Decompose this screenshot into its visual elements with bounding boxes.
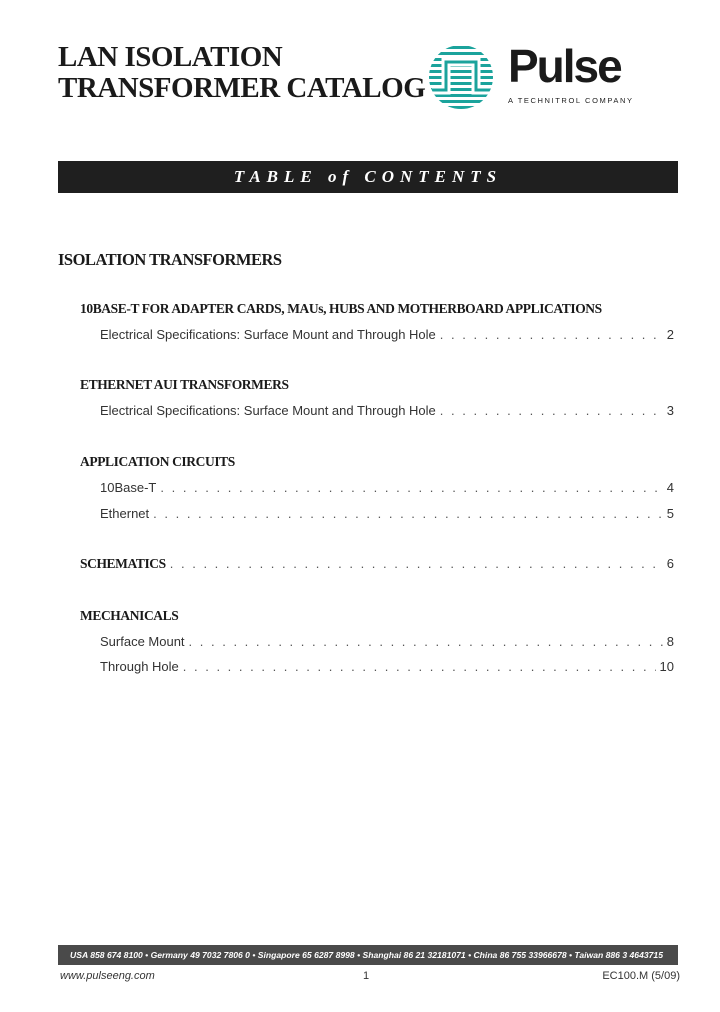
toc-entry[interactable] bbox=[100, 326, 674, 344]
pulse-logo-wordmark: Pulse bbox=[508, 40, 621, 92]
toc-entry-label: Surface Mount bbox=[100, 634, 185, 649]
toc-entry-label: Ethernet bbox=[100, 506, 150, 521]
dot-leader bbox=[440, 402, 663, 420]
toc-entry-label: Through Hole bbox=[100, 659, 179, 674]
group-title-ethernet-aui: ETHERNET AUI TRANSFORMERS bbox=[80, 377, 289, 392]
pulse-logo-tagline: A TECHNITROL COMPANY bbox=[508, 96, 634, 105]
toc-entry[interactable] bbox=[100, 633, 674, 651]
toc-entry[interactable] bbox=[100, 505, 674, 523]
table-of-contents-banner: TABLE of CONTENTS bbox=[58, 161, 678, 193]
group-title-mechanicals: MECHANICALS bbox=[80, 608, 179, 623]
toc-entry-page: 10 bbox=[659, 659, 674, 674]
dot-leader bbox=[440, 326, 663, 344]
group-title-schematics: SCHEMATICS bbox=[80, 556, 166, 571]
section-title: ISOLATION TRANSFORMERS bbox=[58, 250, 282, 269]
catalog-title bbox=[58, 42, 425, 104]
footer-contact-bar: USA 858 674 8100 • Germany 49 7032 7806 0 • Singapore 65 6287 8998 • Shanghai 86 21 32181071 • China 86 755 33966678 • Taiwan 886 3 4643715 bbox=[58, 945, 678, 965]
footer-page-number: 1 bbox=[363, 970, 370, 982]
pulse-logo-mark-icon bbox=[428, 44, 496, 110]
dot-leader bbox=[153, 505, 663, 523]
dot-leader bbox=[189, 633, 663, 651]
group-title-application-circuits: APPLICATION CIRCUITS bbox=[80, 454, 235, 469]
toc-entry[interactable] bbox=[100, 479, 674, 497]
toc-entry-page: 6 bbox=[666, 556, 674, 571]
toc-entry-label: 10Base-T bbox=[100, 480, 157, 495]
footer-website-link[interactable]: www.pulseeng.com bbox=[60, 970, 155, 982]
toc-entry-page: 8 bbox=[666, 634, 674, 649]
toc-entry[interactable] bbox=[100, 658, 674, 676]
dot-leader bbox=[170, 555, 663, 573]
title-line-1: LAN ISOLATION bbox=[58, 41, 283, 73]
dot-leader bbox=[160, 479, 662, 497]
pulse-logo bbox=[428, 40, 678, 110]
toc-entry-page: 5 bbox=[666, 506, 674, 521]
toc-entry-page: 2 bbox=[666, 327, 674, 342]
group-title-10base-t: 10BASE-T FOR ADAPTER CARDS, MAUs, HUBS AND MOTHERBOARD APPLICATIONS bbox=[80, 301, 602, 316]
dot-leader bbox=[183, 658, 656, 676]
toc-entry-page: 4 bbox=[666, 480, 674, 495]
toc-entry-label: Electrical Specifications: Surface Mount and Through Hole bbox=[100, 403, 436, 418]
toc-entry[interactable] bbox=[100, 402, 674, 420]
toc-entry-schematics[interactable] bbox=[80, 555, 674, 573]
footer bbox=[58, 968, 678, 986]
title-line-2: TRANSFORMER CATALOG bbox=[58, 72, 426, 104]
footer-document-code: EC100.M (5/09) bbox=[602, 970, 680, 982]
toc-entry-label: Electrical Specifications: Surface Mount and Through Hole bbox=[100, 327, 436, 342]
toc-entry-page: 3 bbox=[666, 403, 674, 418]
